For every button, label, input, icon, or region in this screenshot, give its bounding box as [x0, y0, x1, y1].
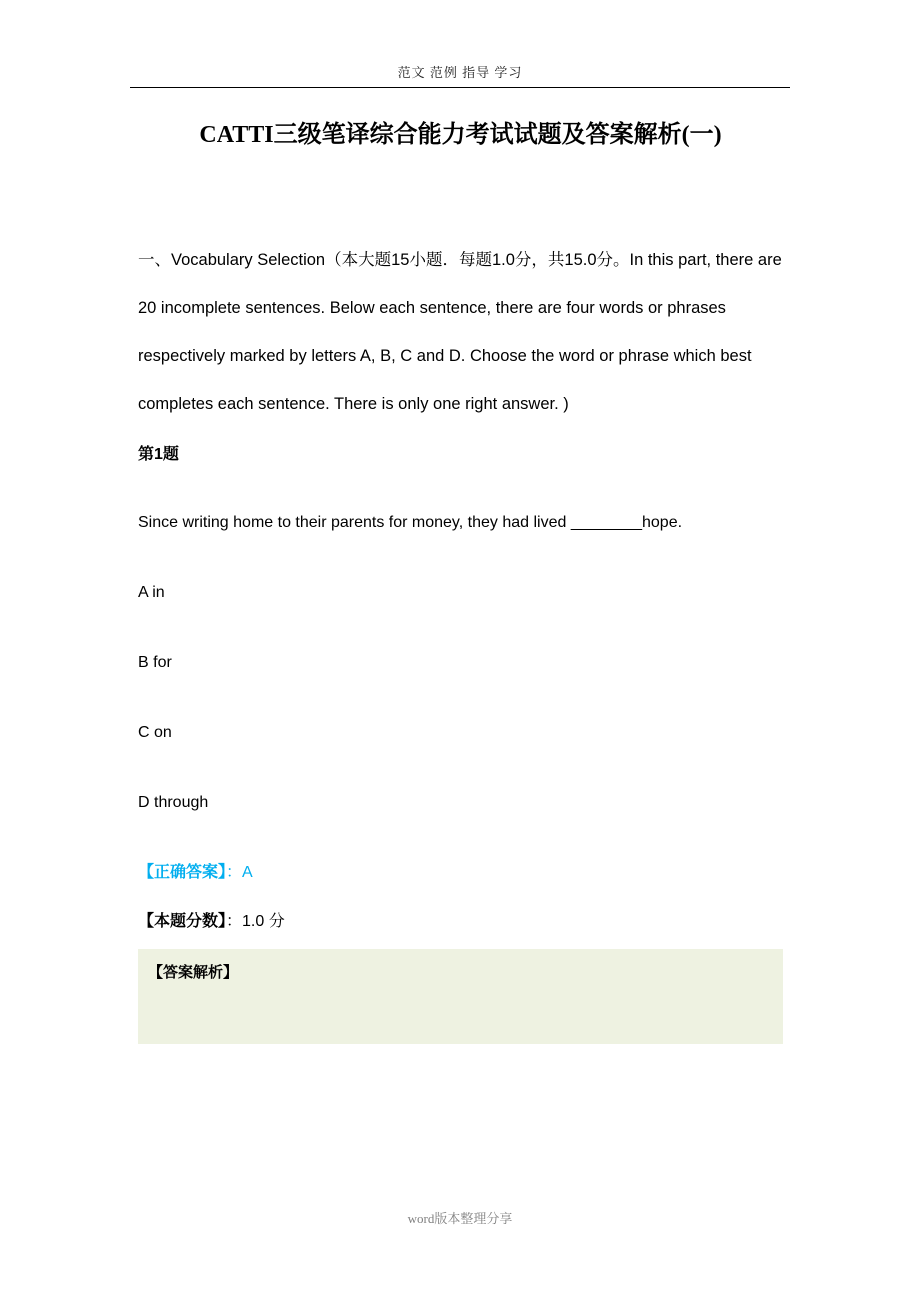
document-content — [138, 0, 783, 1044]
correct-answer-label: 【正确答案】 — [138, 864, 227, 881]
score-line — [138, 911, 783, 933]
question-number: 第1题 — [138, 446, 179, 463]
page-footer — [0, 1208, 920, 1227]
analysis-box — [138, 949, 783, 1044]
question-stem: Since writing home to their parents for money, they had lived ________hope. — [138, 514, 683, 531]
score-value: ：1.0 分 — [226, 913, 285, 930]
score-label: 【本题分数】 — [138, 913, 227, 930]
analysis-label: 【答案解析】 — [148, 964, 239, 981]
correct-answer-value: ：A — [226, 864, 253, 881]
option-c: C on — [138, 724, 172, 741]
footer-text: word版本整理分享 — [407, 1211, 513, 1226]
section-intro: 一、Vocabulary Selection（本大题15小题．每题1.0分，共15.0分。In this part, there are 20 incomplete sentences. Below each sentence, there are four words or phrases respectively marked by letters A, B, C and D. Choose the word or phrase which best completes each sentence. There is only one right answer. ) — [138, 251, 782, 413]
header-text: 范文 范例 指导 学习 — [397, 65, 523, 80]
option-b: B for — [138, 654, 172, 671]
correct-answer-line — [138, 862, 783, 884]
option-d: D through — [138, 794, 209, 811]
option-a: A in — [138, 584, 165, 601]
page-title: CATTI三级笔译综合能力考试试题及答案解析(一) — [199, 122, 722, 148]
